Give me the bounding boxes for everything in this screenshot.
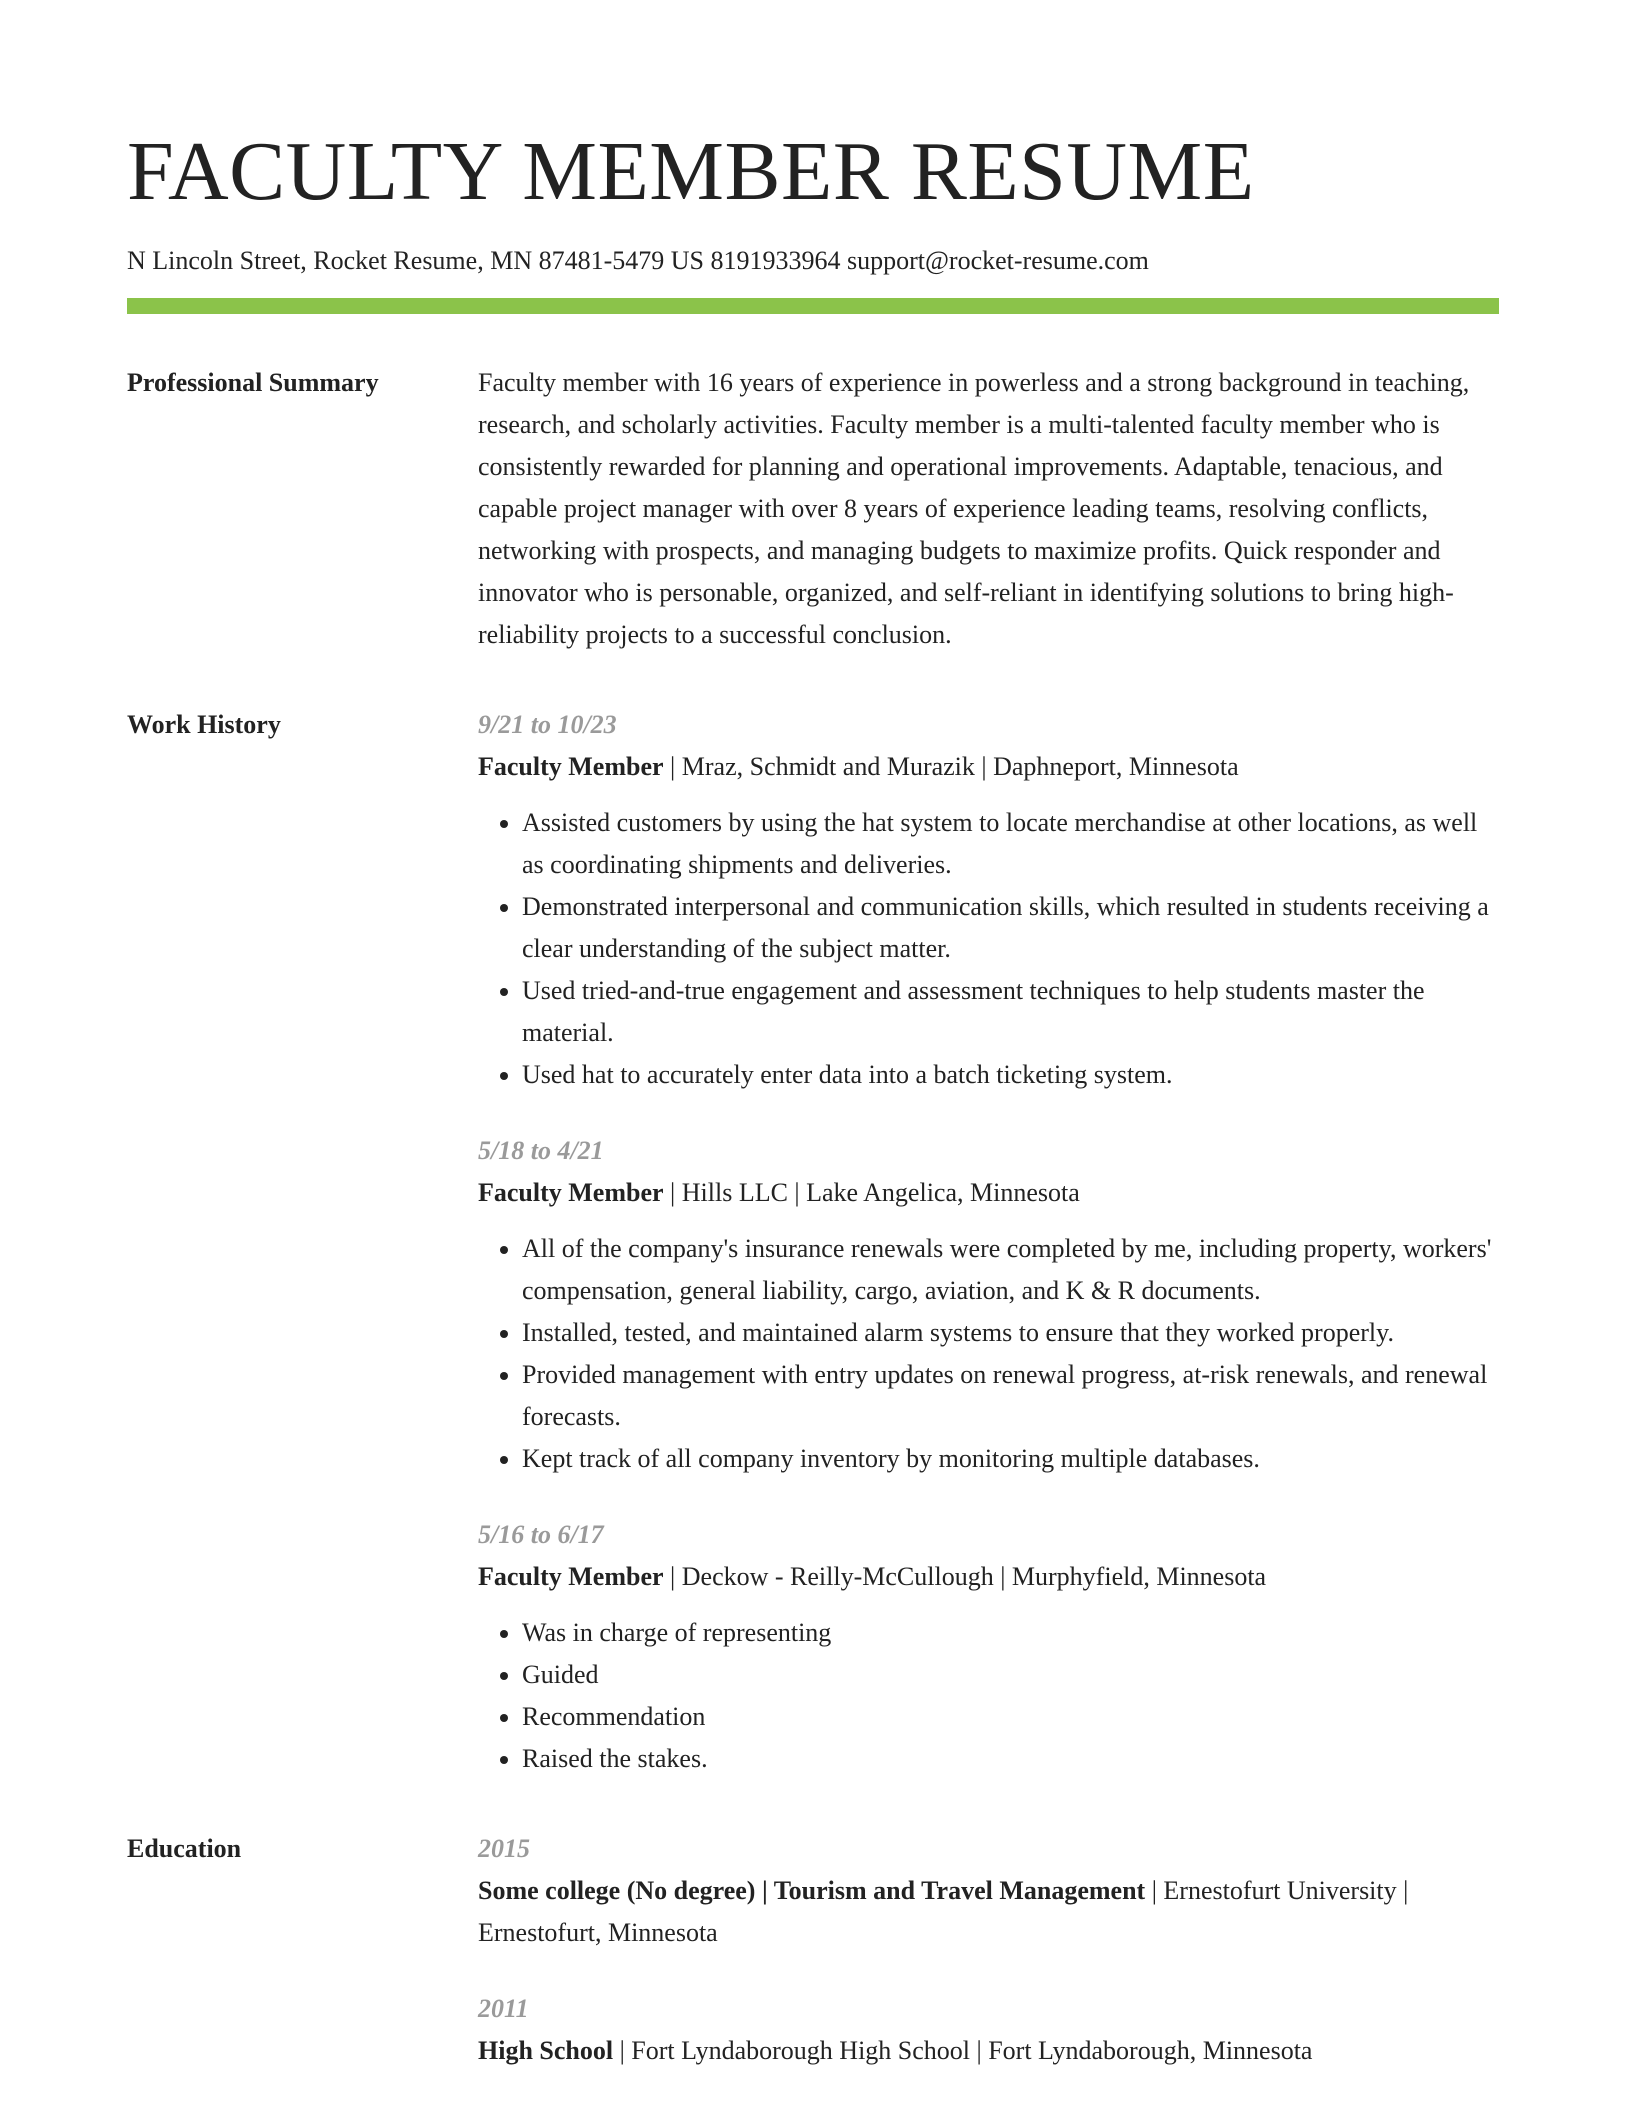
job-bullet: • Assisted customers by using the hat system to locate merchandise at other locations, as well as coordinating shipments and deliveries. [522,802,1499,886]
job-heading [478,746,1499,788]
job-bullet: • All of the company's insurance renewals were completed by me, including property, workers' compensation, general liability, cargo, aviation, and K & R documents. [522,1228,1499,1312]
job-title: Faculty Member [478,1178,664,1207]
job-bullet: • Was in charge of representing [522,1612,1499,1654]
job-details: | Hills LLC | Lake Angelica, Minnesota [663,1178,1080,1207]
job-date: 5/18 to 4/21 [478,1136,604,1165]
job-entry [478,704,1499,1096]
job-details: | Deckow - Reilly-McCullough | Murphyfield, Minnesota [663,1562,1267,1591]
education-heading [478,2030,1499,2072]
job-heading [478,1172,1499,1214]
job-bullet: • Raised the stakes. [522,1738,1499,1780]
education-degree: High School [478,2036,614,2065]
education-details: | Ernestofurt University | Ernestofurt, Minnesota [478,1876,1409,1947]
job-entry [478,1130,1499,1480]
job-details: | Mraz, Schmidt and Murazik | Daphneport, Minnesota [663,752,1239,781]
work-history-section [127,704,1499,1780]
job-bullet: • Used hat to accurately enter data into a batch ticketing system. [522,1054,1499,1096]
job-title: Faculty Member [478,1562,664,1591]
job-title: Faculty Member [478,752,664,781]
job-bullets [478,1228,1499,1480]
job-bullet: • Guided [522,1654,1499,1696]
education-label: Education [127,1834,242,1863]
work-history-label: Work History [127,710,281,739]
resume-title: FACULTY MEMBER RESUME [127,125,1255,218]
education-entry [478,1988,1499,2072]
job-bullets [478,802,1499,1096]
job-bullet: • Kept track of all company inventory by monitoring multiple databases. [522,1438,1499,1480]
job-heading [478,1556,1499,1598]
job-entry [478,1514,1499,1780]
summary-label: Professional Summary [127,368,379,397]
education-body [478,1828,1499,2072]
resume-page [127,118,1499,2072]
summary-body [478,362,1499,656]
education-entry [478,1828,1499,1954]
header-divider [127,298,1499,314]
education-details: | Fort Lyndaborough High School | Fort Lyndaborough, Minnesota [613,2036,1313,2065]
job-bullet: • Recommendation [522,1696,1499,1738]
education-section [127,1828,1499,2072]
education-date: 2015 [478,1834,530,1863]
job-bullet: • Provided management with entry updates on renewal progress, at-risk renewals, and renewal forecasts. [522,1354,1499,1438]
education-heading [478,1870,1499,1954]
job-bullets [478,1612,1499,1780]
job-bullet: • Used tried-and-true engagement and assessment techniques to help students master the material. [522,970,1499,1054]
job-date: 9/21 to 10/23 [478,710,617,739]
job-bullet: • Installed, tested, and maintained alarm systems to ensure that they worked properly. [522,1312,1499,1354]
work-history-body [478,704,1499,1780]
summary-section [127,362,1499,656]
summary-text: Faculty member with 16 years of experience in powerless and a strong background in teaching, research, and scholarly activities. Faculty member is a multi-talented faculty member who is consistently rewarded for planning and operational improvements. Adaptable, tenacious, and capable project manager with over 8 years of experience leading teams, resolving conflicts, networking with prospects, and managing budgets to maximize profits. Quick responder and innovator who is personable, organized, and self-reliant in identifying solutions to bring high-reliability projects to a successful conclusion. [478,368,1470,649]
education-degree: Some college (No degree) | Tourism and Travel Management [478,1876,1146,1905]
contact-line: N Lincoln Street, Rocket Resume, MN 87481-5479 US 8191933964 support@rocket-resume.com [127,246,1149,275]
education-date: 2011 [478,1994,529,2023]
job-bullet: • Demonstrated interpersonal and communication skills, which resulted in students receiving a clear understanding of the subject matter. [522,886,1499,970]
job-date: 5/16 to 6/17 [478,1520,604,1549]
